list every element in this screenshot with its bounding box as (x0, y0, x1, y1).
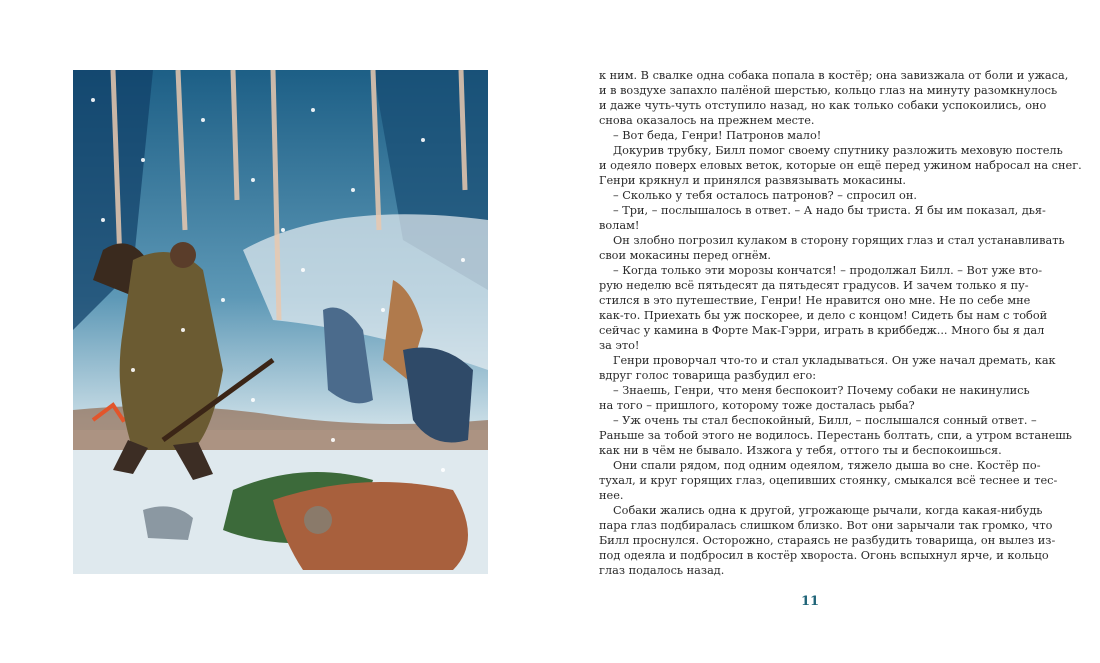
text-line: стился в это путешествие, Генри! Не нравится оно мне. Не по себе мне (599, 294, 1031, 307)
text-line: – Уж очень ты стал беспокойный, Билл, – послышался сонный ответ. – (613, 414, 1037, 427)
text-line: – Вот беда, Генри! Патронов мало! (613, 129, 822, 142)
text-line: на того – пришлого, которому тоже досталась рыба? (599, 399, 915, 412)
text-line: и одеяло поверх еловых веток, которые он ещё перед ужином набросал на снег. (599, 159, 1082, 172)
text-line: рую неделю всё пятьдесят да пятьдесят градусов. И зачем только я пу- (599, 279, 1029, 292)
text-line: Генри проворчал что-то и стал укладываться. Он уже начал дремать, как (613, 354, 1056, 367)
text-line: сейчас у камина в Форте Мак-Гэрри, играть в криббедж... Много бы я дал (599, 324, 1045, 337)
text-line: Собаки жались одна к другой, угрожающе рычали, когда какая-нибудь (613, 504, 1043, 517)
text-line: пара глаз подбиралась слишком близко. Вот они зарычали так громко, что (599, 519, 1053, 532)
text-line: за это! (599, 339, 640, 352)
text-line: под одеяла и подбросил в костёр хвороста. Огонь вспыхнул ярче, и кольцо (599, 549, 1049, 562)
text-line: – Когда только эти морозы кончатся! – продолжал Билл. – Вот уже вто- (613, 264, 1043, 277)
text-line: к ним. В свалке одна собака попала в костёр; она завизжала от боли и ужаса, (599, 69, 1069, 82)
text-line: Генри крякнул и принялся развязывать мокасины. (599, 174, 906, 187)
text-line: тухал, и круг горящих глаз, оцепивших стоянку, смыкался всё теснее и тес- (599, 474, 1058, 487)
body-text (599, 68, 1082, 578)
text-line: снова оказалось на прежнем месте. (599, 114, 815, 127)
text-line: вдруг голос товарища разбудил его: (599, 369, 817, 382)
text-line: и в воздухе запахло палёной шерстью, кольцо глаз на минуту разомкнулось (599, 84, 1058, 97)
text-line: Докурив трубку, Билл помог своему спутнику разложить меховую постель (613, 144, 1063, 157)
text-line: Они спали рядом, под одним одеялом, тяжело дыша во сне. Костёр по- (613, 459, 1041, 472)
text-line: и даже чуть-чуть отступило назад, но как только собаки успокоились, оно (599, 99, 1047, 112)
text-line: – Три, – послышалось в ответ. – А надо бы триста. Я бы им показал, дья- (613, 204, 1046, 217)
text-line: нее. (599, 489, 624, 502)
text-line: – Знаешь, Генри, что меня беспокоит? Почему собаки не накинулись (613, 384, 1030, 397)
text-line: волам! (599, 219, 640, 232)
text-line: глаз подалось назад. (599, 564, 725, 577)
text-line: – Сколько у тебя осталось патронов? – спросил он. (613, 189, 917, 202)
text-line: свои мокасины перед огнём. (599, 249, 771, 262)
text-line: Билл проснулся. Осторожно, стараясь не разбудить товарища, он вылез из- (599, 534, 1056, 547)
text-line: Раньше за тобой этого не водилось. Перестань болтать, спи, а утром встанешь (599, 429, 1072, 442)
text-line: как ни в чём не бывало. Изжога у тебя, оттого ты и беспокоишься. (599, 444, 1002, 457)
page-number: 11 (800, 594, 820, 609)
illustration (73, 70, 488, 574)
text-line: как-то. Приехать бы уж поскорее, и дело с концом! Сидеть бы нам с тобой (599, 309, 1048, 322)
text-line: Он злобно погрозил кулаком в сторону горящих глаз и стал устанавливать (613, 234, 1065, 247)
